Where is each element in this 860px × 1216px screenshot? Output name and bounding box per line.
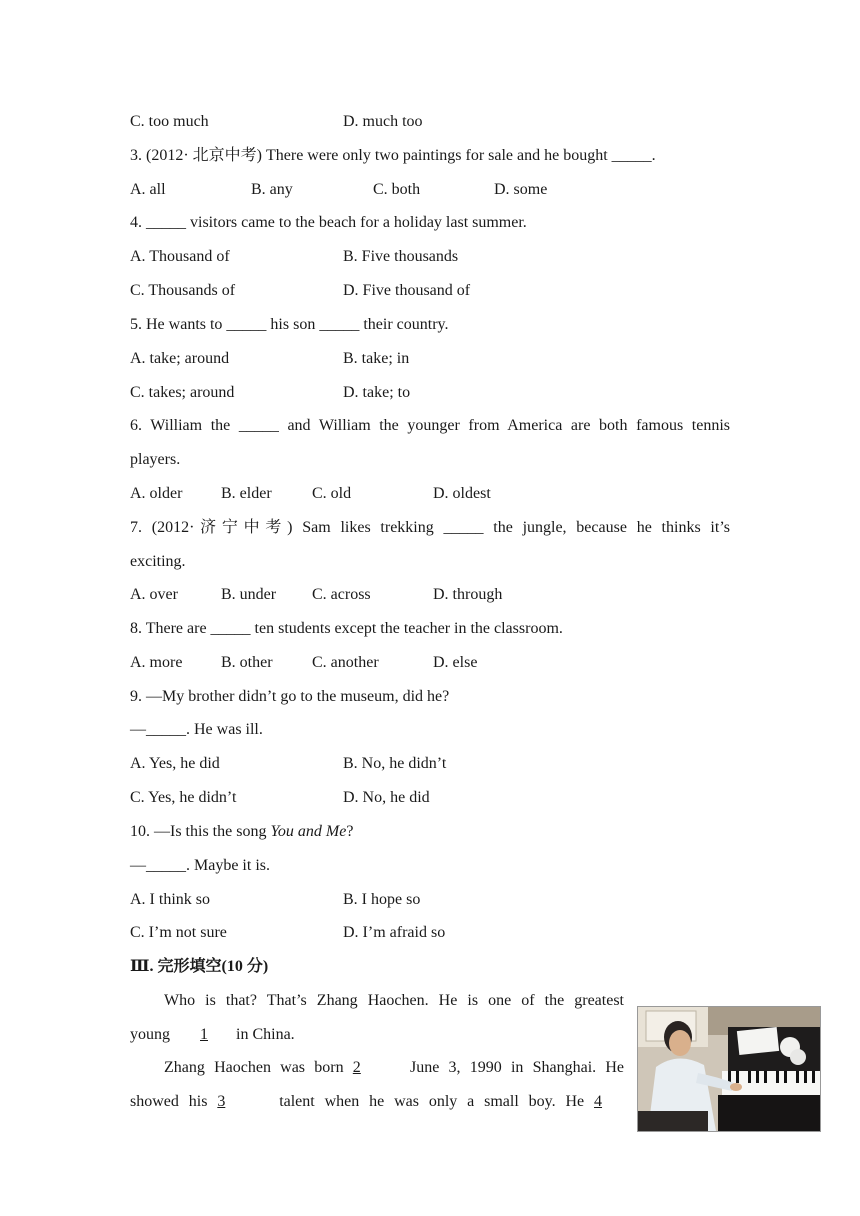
q6-option-a: A. older — [130, 485, 183, 502]
q5-option-a: A. take; around — [130, 350, 230, 367]
cloze-text: young — [130, 1026, 170, 1043]
cloze-text: June 3, 1990 in Shanghai. He — [410, 1059, 625, 1076]
q6-option-b: B. elder — [221, 485, 272, 502]
q2-option-c: C. too much — [130, 113, 209, 130]
cloze-p2-line2 — [130, 1092, 624, 1112]
q5-stem: 5. He wants to _____ his son _____ their country. — [130, 316, 449, 333]
q3-option-d: D. some — [494, 181, 548, 198]
q10-stem-post: ? — [346, 823, 354, 840]
q6-stem-line2: players. — [130, 451, 181, 468]
q5-option-c: C. takes; around — [130, 384, 235, 401]
q8-option-c: C. another — [312, 654, 379, 671]
q7-stem-line1: 7. (2012·济宁中考) Sam likes trekking _____ the jungle, because he thinks it’s — [130, 519, 730, 536]
q10-option-c: C. I’m not sure — [130, 924, 227, 941]
q4-option-b: B. Five thousands — [343, 248, 459, 265]
q8-option-d: D. else — [433, 654, 478, 671]
q6-stem-line1: 6. William the _____ and William the younger from America are both famous tennis — [130, 417, 730, 434]
pianist-photo — [637, 1006, 821, 1132]
q10-reply: —_____. Maybe it is. — [130, 857, 270, 874]
q9-stem: 9. —My brother didn’t go to the museum, did he? — [130, 688, 450, 705]
cloze-text: talent when he was only a small boy. He — [279, 1093, 585, 1110]
cloze-text: in China. — [236, 1026, 295, 1043]
q6-option-c: C. old — [312, 485, 352, 502]
q4-stem: 4. _____ visitors came to the beach for a holiday last summer. — [130, 214, 527, 231]
q7-option-b: B. under — [221, 586, 277, 603]
q10-option-d: D. I’m afraid so — [343, 924, 446, 941]
q8-option-b: B. other — [221, 654, 273, 671]
q4-option-c: C. Thousands of — [130, 282, 236, 299]
cloze-blank-3: 3 — [217, 1093, 226, 1110]
cloze-p2-line1 — [164, 1058, 624, 1078]
q10-stem-pre: 10. —Is this the song — [130, 823, 271, 840]
q9-option-a: A. Yes, he did — [130, 755, 220, 772]
q4-option-d: D. Five thousand of — [343, 282, 471, 299]
q8-option-a: A. more — [130, 654, 183, 671]
cloze-text: showed his — [130, 1093, 208, 1110]
q3-option-b: B. any — [251, 181, 293, 198]
q10-stem — [130, 822, 730, 842]
cloze-blank-2: 2 — [352, 1059, 361, 1076]
cloze-text: Zhang Haochen was born — [164, 1059, 344, 1076]
q3-stem: 3. (2012· 北京中考) There were only two paintings for sale and he bought _____. — [130, 147, 656, 164]
cloze-blank-1: 1 — [200, 1026, 208, 1043]
q10-option-b: B. I hope so — [343, 891, 421, 908]
q7-stem-line2: exciting. — [130, 553, 186, 570]
q4-option-a: A. Thousand of — [130, 248, 230, 265]
cloze-blank-4: 4 — [594, 1093, 603, 1110]
q9-option-c: C. Yes, he didn’t — [130, 789, 237, 806]
q2-option-d: D. much too — [343, 113, 423, 130]
q9-option-d: D. No, he did — [343, 789, 430, 806]
q5-option-d: D. take; to — [343, 384, 411, 401]
q3-option-a: A. all — [130, 181, 166, 198]
q5-option-b: B. take; in — [343, 350, 410, 367]
q7-option-c: C. across — [312, 586, 371, 603]
q7-option-a: A. over — [130, 586, 178, 603]
section-heading: Ⅲ. 完形填空(10 分) — [130, 958, 269, 975]
q10-song-title: You and Me — [270, 823, 347, 840]
q10-option-a: A. I think so — [130, 891, 210, 908]
q3-option-c: C. both — [373, 181, 421, 198]
q9-option-b: B. No, he didn’t — [343, 755, 447, 772]
q6-option-d: D. oldest — [433, 485, 491, 502]
cloze-p1-line1: Who is that? That’s Zhang Haochen. He is one of the greatest — [164, 992, 624, 1009]
q9-reply: —_____. He was ill. — [130, 721, 263, 738]
q7-option-d: D. through — [433, 586, 503, 603]
q8-stem: 8. There are _____ ten students except the teacher in the classroom. — [130, 620, 563, 637]
